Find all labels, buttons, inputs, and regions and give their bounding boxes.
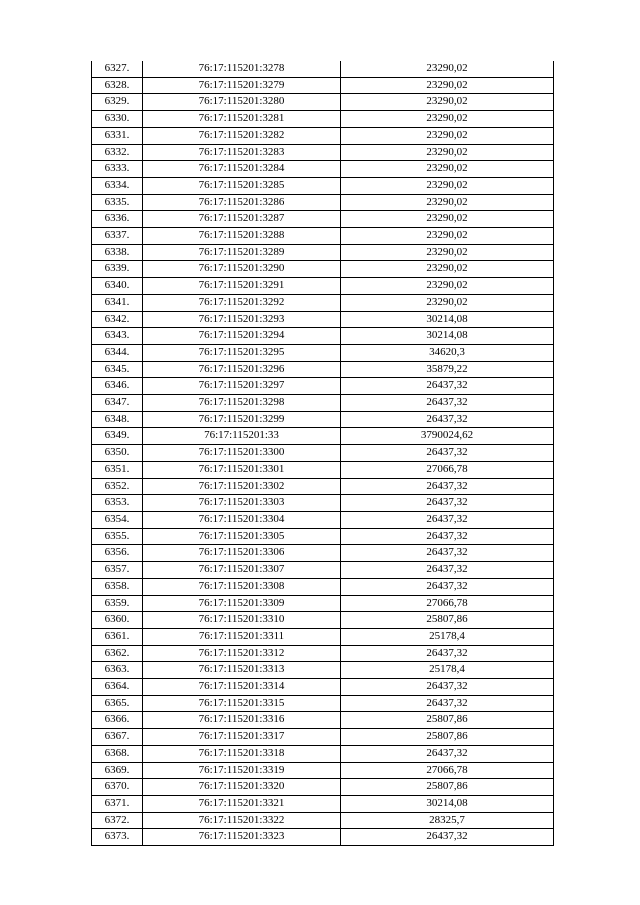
cadastral-number-cell: 76:17:115201:3306	[143, 545, 341, 562]
value-cell: 23290,02	[341, 294, 554, 311]
cadastral-number-cell: 76:17:115201:3278	[143, 61, 341, 77]
table-row	[92, 144, 554, 161]
row-number-cell: 6345.	[92, 361, 143, 378]
table-row	[92, 111, 554, 128]
row-number-cell: 6360.	[92, 612, 143, 629]
row-number-cell: 6331.	[92, 127, 143, 144]
cadastral-number-cell: 76:17:115201:3308	[143, 578, 341, 595]
value-cell: 27066,78	[341, 461, 554, 478]
value-cell: 34620,3	[341, 344, 554, 361]
cadastral-number-cell: 76:17:115201:3292	[143, 294, 341, 311]
value-cell: 25807,86	[341, 729, 554, 746]
table-row	[92, 662, 554, 679]
row-number-cell: 6328.	[92, 77, 143, 94]
cadastral-number-cell: 76:17:115201:33	[143, 428, 341, 445]
cadastral-number-cell: 76:17:115201:3279	[143, 77, 341, 94]
table-body	[92, 61, 554, 846]
cadastral-number-cell: 76:17:115201:3298	[143, 395, 341, 412]
row-number-cell: 6361.	[92, 628, 143, 645]
value-cell: 26437,32	[341, 445, 554, 462]
value-cell: 26437,32	[341, 378, 554, 395]
cadastral-number-cell: 76:17:115201:3304	[143, 511, 341, 528]
row-number-cell: 6362.	[92, 645, 143, 662]
row-number-cell: 6341.	[92, 294, 143, 311]
value-cell: 23290,02	[341, 228, 554, 245]
table-row	[92, 511, 554, 528]
value-cell: 26437,32	[341, 829, 554, 846]
table-row	[92, 712, 554, 729]
row-number-cell: 6370.	[92, 779, 143, 796]
value-cell: 30214,08	[341, 795, 554, 812]
cadastral-number-cell: 76:17:115201:3305	[143, 528, 341, 545]
table-row	[92, 612, 554, 629]
cadastral-number-cell: 76:17:115201:3310	[143, 612, 341, 629]
value-cell: 26437,32	[341, 511, 554, 528]
value-cell: 23290,02	[341, 177, 554, 194]
table-row	[92, 278, 554, 295]
table-row	[92, 378, 554, 395]
value-cell: 23290,02	[341, 211, 554, 228]
cadastral-number-cell: 76:17:115201:3280	[143, 94, 341, 111]
row-number-cell: 6356.	[92, 545, 143, 562]
table-row	[92, 779, 554, 796]
row-number-cell: 6353.	[92, 495, 143, 512]
table-row	[92, 645, 554, 662]
table-row	[92, 745, 554, 762]
value-cell: 35879,22	[341, 361, 554, 378]
table-row	[92, 161, 554, 178]
table-row	[92, 578, 554, 595]
row-number-cell: 6329.	[92, 94, 143, 111]
cadastral-number-cell: 76:17:115201:3312	[143, 645, 341, 662]
cadastral-number-cell: 76:17:115201:3296	[143, 361, 341, 378]
row-number-cell: 6335.	[92, 194, 143, 211]
cadastral-number-cell: 76:17:115201:3295	[143, 344, 341, 361]
value-cell: 27066,78	[341, 595, 554, 612]
cadastral-number-cell: 76:17:115201:3309	[143, 595, 341, 612]
table-row	[92, 478, 554, 495]
value-cell: 26437,32	[341, 545, 554, 562]
value-cell: 26437,32	[341, 578, 554, 595]
value-cell: 30214,08	[341, 328, 554, 345]
table-row	[92, 528, 554, 545]
value-cell: 23290,02	[341, 61, 554, 77]
row-number-cell: 6338.	[92, 244, 143, 261]
table-row	[92, 445, 554, 462]
row-number-cell: 6336.	[92, 211, 143, 228]
row-number-cell: 6347.	[92, 395, 143, 412]
value-cell: 26437,32	[341, 695, 554, 712]
value-cell: 26437,32	[341, 745, 554, 762]
value-cell: 26437,32	[341, 679, 554, 696]
value-cell: 26437,32	[341, 495, 554, 512]
row-number-cell: 6343.	[92, 328, 143, 345]
row-number-cell: 6369.	[92, 762, 143, 779]
cadastral-number-cell: 76:17:115201:3297	[143, 378, 341, 395]
table-row	[92, 411, 554, 428]
row-number-cell: 6368.	[92, 745, 143, 762]
row-number-cell: 6363.	[92, 662, 143, 679]
cadastral-number-cell: 76:17:115201:3323	[143, 829, 341, 846]
cadastral-number-cell: 76:17:115201:3311	[143, 628, 341, 645]
row-number-cell: 6349.	[92, 428, 143, 445]
row-number-cell: 6334.	[92, 177, 143, 194]
table-row	[92, 194, 554, 211]
value-cell: 25178,4	[341, 662, 554, 679]
row-number-cell: 6344.	[92, 344, 143, 361]
cadastral-number-cell: 76:17:115201:3281	[143, 111, 341, 128]
value-cell: 26437,32	[341, 645, 554, 662]
cadastral-number-cell: 76:17:115201:3303	[143, 495, 341, 512]
row-number-cell: 6354.	[92, 511, 143, 528]
cadastral-number-cell: 76:17:115201:3300	[143, 445, 341, 462]
row-number-cell: 6371.	[92, 795, 143, 812]
value-cell: 23290,02	[341, 111, 554, 128]
row-number-cell: 6364.	[92, 679, 143, 696]
row-number-cell: 6327.	[92, 61, 143, 77]
row-number-cell: 6342.	[92, 311, 143, 328]
value-cell: 26437,32	[341, 562, 554, 579]
table-row	[92, 94, 554, 111]
cadastral-number-cell: 76:17:115201:3307	[143, 562, 341, 579]
table-row	[92, 461, 554, 478]
table-row	[92, 428, 554, 445]
table-row	[92, 679, 554, 696]
row-number-cell: 6357.	[92, 562, 143, 579]
value-cell: 23290,02	[341, 194, 554, 211]
table-row	[92, 244, 554, 261]
cadastral-number-cell: 76:17:115201:3290	[143, 261, 341, 278]
value-cell: 25807,86	[341, 612, 554, 629]
table-row	[92, 344, 554, 361]
value-cell: 25807,86	[341, 712, 554, 729]
value-cell: 27066,78	[341, 762, 554, 779]
cadastral-number-cell: 76:17:115201:3299	[143, 411, 341, 428]
table-row	[92, 127, 554, 144]
table-row	[92, 729, 554, 746]
value-cell: 26437,32	[341, 478, 554, 495]
table-row	[92, 628, 554, 645]
table-row	[92, 812, 554, 829]
cadastral-number-cell: 76:17:115201:3288	[143, 228, 341, 245]
value-cell: 23290,02	[341, 161, 554, 178]
value-cell: 23290,02	[341, 94, 554, 111]
cadastral-number-cell: 76:17:115201:3313	[143, 662, 341, 679]
table-row	[92, 562, 554, 579]
table-row	[92, 61, 554, 77]
table-row	[92, 328, 554, 345]
table-row	[92, 795, 554, 812]
cadastral-number-cell: 76:17:115201:3293	[143, 311, 341, 328]
row-number-cell: 6365.	[92, 695, 143, 712]
cadastral-number-cell: 76:17:115201:3314	[143, 679, 341, 696]
value-cell: 25807,86	[341, 779, 554, 796]
table-row	[92, 395, 554, 412]
cadastral-number-cell: 76:17:115201:3284	[143, 161, 341, 178]
cadastral-number-cell: 76:17:115201:3302	[143, 478, 341, 495]
table-row	[92, 311, 554, 328]
table-row	[92, 177, 554, 194]
value-cell: 23290,02	[341, 144, 554, 161]
table-row	[92, 294, 554, 311]
table-row	[92, 545, 554, 562]
row-number-cell: 6366.	[92, 712, 143, 729]
cadastral-number-cell: 76:17:115201:3319	[143, 762, 341, 779]
row-number-cell: 6337.	[92, 228, 143, 245]
row-number-cell: 6332.	[92, 144, 143, 161]
row-number-cell: 6373.	[92, 829, 143, 846]
value-cell: 26437,32	[341, 395, 554, 412]
value-cell: 23290,02	[341, 244, 554, 261]
table-row	[92, 361, 554, 378]
value-cell: 3790024,62	[341, 428, 554, 445]
row-number-cell: 6340.	[92, 278, 143, 295]
value-cell: 23290,02	[341, 278, 554, 295]
table-row	[92, 211, 554, 228]
value-cell: 25178,4	[341, 628, 554, 645]
value-cell: 23290,02	[341, 261, 554, 278]
value-cell: 28325,7	[341, 812, 554, 829]
value-cell: 23290,02	[341, 127, 554, 144]
table-row	[92, 228, 554, 245]
cadastral-number-cell: 76:17:115201:3294	[143, 328, 341, 345]
value-cell: 26437,32	[341, 411, 554, 428]
table-row	[92, 762, 554, 779]
row-number-cell: 6351.	[92, 461, 143, 478]
row-number-cell: 6359.	[92, 595, 143, 612]
cadastral-number-cell: 76:17:115201:3322	[143, 812, 341, 829]
cadastral-value-table	[91, 61, 554, 846]
cadastral-number-cell: 76:17:115201:3320	[143, 779, 341, 796]
cadastral-number-cell: 76:17:115201:3321	[143, 795, 341, 812]
row-number-cell: 6339.	[92, 261, 143, 278]
cadastral-number-cell: 76:17:115201:3282	[143, 127, 341, 144]
cadastral-number-cell: 76:17:115201:3287	[143, 211, 341, 228]
cadastral-number-cell: 76:17:115201:3316	[143, 712, 341, 729]
cadastral-number-cell: 76:17:115201:3285	[143, 177, 341, 194]
table-row	[92, 261, 554, 278]
table-row	[92, 595, 554, 612]
table-row	[92, 829, 554, 846]
row-number-cell: 6358.	[92, 578, 143, 595]
row-number-cell: 6372.	[92, 812, 143, 829]
row-number-cell: 6367.	[92, 729, 143, 746]
cadastral-number-cell: 76:17:115201:3286	[143, 194, 341, 211]
row-number-cell: 6330.	[92, 111, 143, 128]
table-row	[92, 495, 554, 512]
value-cell: 23290,02	[341, 77, 554, 94]
table-row	[92, 77, 554, 94]
row-number-cell: 6355.	[92, 528, 143, 545]
cadastral-number-cell: 76:17:115201:3315	[143, 695, 341, 712]
row-number-cell: 6333.	[92, 161, 143, 178]
table-row	[92, 695, 554, 712]
cadastral-number-cell: 76:17:115201:3317	[143, 729, 341, 746]
row-number-cell: 6346.	[92, 378, 143, 395]
row-number-cell: 6348.	[92, 411, 143, 428]
cadastral-number-cell: 76:17:115201:3283	[143, 144, 341, 161]
cadastral-number-cell: 76:17:115201:3301	[143, 461, 341, 478]
row-number-cell: 6352.	[92, 478, 143, 495]
value-cell: 26437,32	[341, 528, 554, 545]
cadastral-number-cell: 76:17:115201:3318	[143, 745, 341, 762]
row-number-cell: 6350.	[92, 445, 143, 462]
cadastral-number-cell: 76:17:115201:3291	[143, 278, 341, 295]
value-cell: 30214,08	[341, 311, 554, 328]
cadastral-number-cell: 76:17:115201:3289	[143, 244, 341, 261]
